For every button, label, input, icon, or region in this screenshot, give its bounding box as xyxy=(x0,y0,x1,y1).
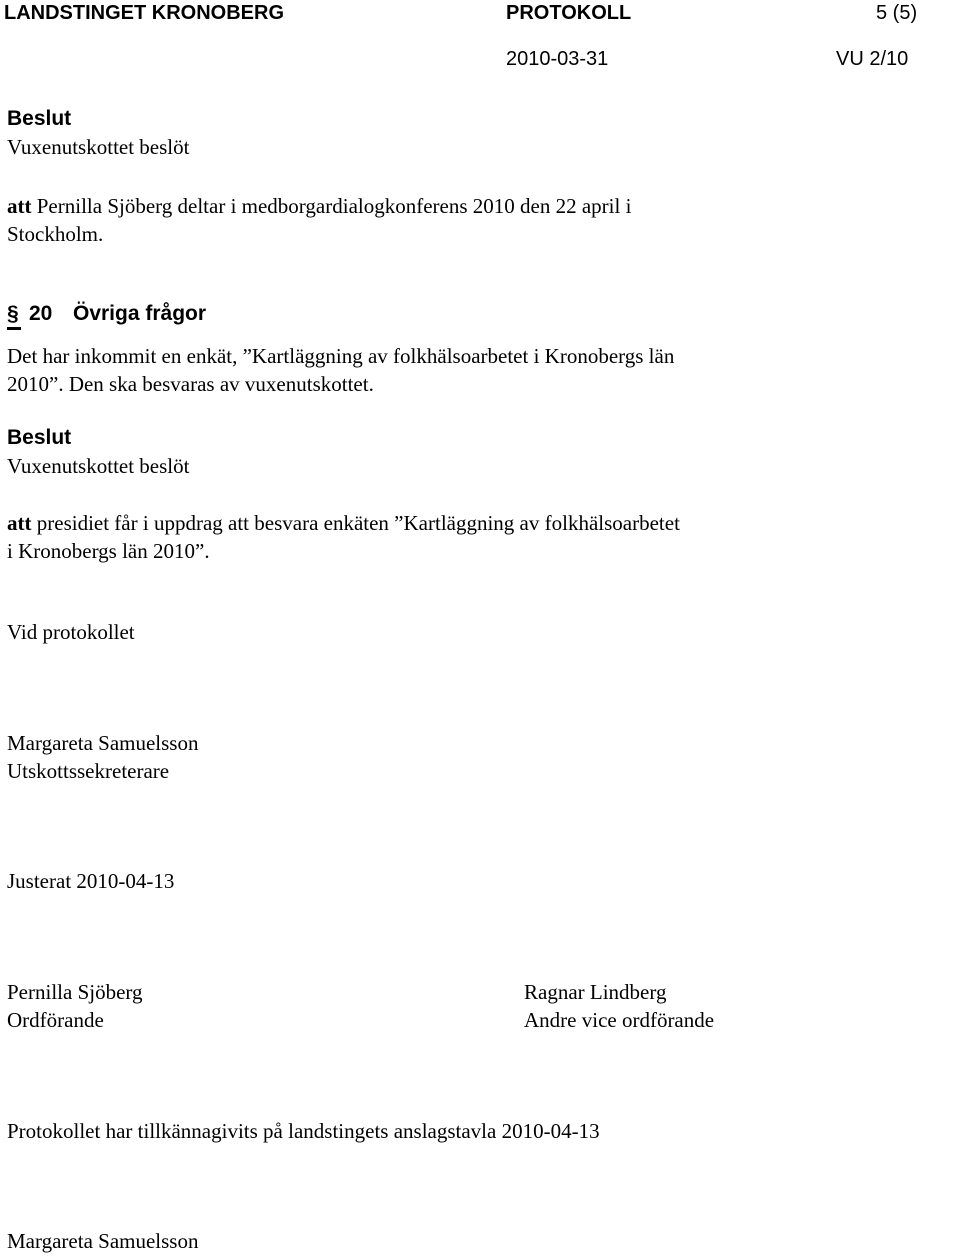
decision-text xyxy=(7,509,807,565)
att-keyword: att xyxy=(7,194,32,218)
section-number: 20 xyxy=(29,302,53,325)
protocol-date: 2010-03-31 xyxy=(506,48,609,70)
document-type: PROTOKOLL xyxy=(506,2,632,24)
signer1-name: Pernilla Sjöberg xyxy=(7,980,143,1004)
decision-text-line1: presidiet får i uppdrag att besvara enkäten ”Kartläggning av folkhälsoarbetet xyxy=(31,511,680,535)
decision-intro: Vuxenutskottet beslöt xyxy=(7,135,190,159)
decision-heading: Beslut xyxy=(7,107,72,130)
secretary-title: Utskottssekreterare xyxy=(7,759,170,783)
section-body xyxy=(7,342,807,398)
paragraph-symbol: § xyxy=(7,302,19,325)
section-body-line1: Det har inkommit en enkät, ”Kartläggning av folkhälsoarbetet i Kronobergs län xyxy=(7,344,675,368)
att-keyword: att xyxy=(7,511,32,535)
protocol-reference: VU 2/10 xyxy=(836,48,909,70)
signer1-title: Ordförande xyxy=(7,1008,104,1032)
organization-name: LANDSTINGET KRONOBERG xyxy=(4,2,284,24)
signer2-name: Ragnar Lindberg xyxy=(524,980,667,1004)
section-symbol-underline xyxy=(7,327,21,330)
section-title: Övriga frågor xyxy=(73,302,207,325)
decision-heading: Beslut xyxy=(7,426,72,449)
decision-intro: Vuxenutskottet beslöt xyxy=(7,454,190,478)
page-number: 5 (5) xyxy=(876,2,918,24)
section-heading xyxy=(7,302,206,326)
decision-text xyxy=(7,192,807,248)
secretary-name: Margareta Samuelsson xyxy=(7,731,199,755)
final-name: Margareta Samuelsson xyxy=(7,1229,199,1253)
section-body-line2: 2010”. Den ska besvaras av vuxenutskottet. xyxy=(7,372,374,396)
decision-text-line1: Pernilla Sjöberg deltar i medborgardialogkonferens 2010 den 22 april i xyxy=(31,194,632,218)
signer2-title: Andre vice ordförande xyxy=(524,1008,715,1032)
decision-text-line2: i Kronobergs län 2010”. xyxy=(7,539,210,563)
vid-protokollet: Vid protokollet xyxy=(7,620,135,644)
decision-text-line2: Stockholm. xyxy=(7,222,104,246)
announcement: Protokollet har tillkännagivits på landstingets anslagstavla 2010-04-13 xyxy=(7,1119,600,1143)
justerat-date: Justerat 2010-04-13 xyxy=(7,869,175,893)
